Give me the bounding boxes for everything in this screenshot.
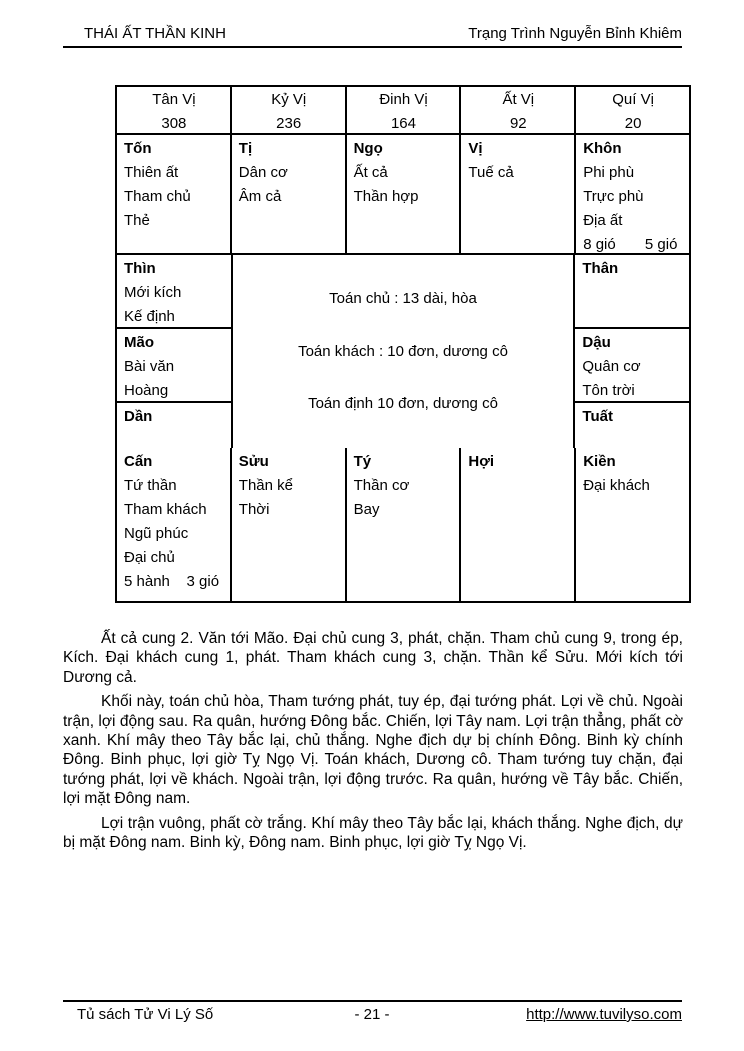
footer-url-link[interactable]: http://www.tuvilyso.com [526, 1006, 682, 1023]
cell-line: Ngũ phúc [124, 525, 189, 542]
cell-can [117, 448, 232, 601]
cell-line: Thiên ất [124, 164, 179, 181]
cell-title: Mão [124, 334, 154, 351]
cell-label: Quí Vị [612, 91, 654, 108]
cell-mao [117, 329, 231, 403]
cell-line: Phi phù [583, 164, 635, 181]
cell-tan-vi [117, 87, 232, 133]
cell-line: Thần cơ [353, 477, 410, 494]
cell-line: Âm cả [238, 188, 282, 205]
middle-right-column [575, 255, 689, 448]
cell-line: Hoàng [124, 382, 169, 399]
cell-line: Bay [353, 501, 380, 518]
table-row-upper [117, 135, 689, 255]
cell-label: Ất Vị [502, 91, 535, 108]
cell-suu [232, 448, 347, 601]
cell-hoi [461, 448, 576, 601]
cell-ti [232, 135, 347, 253]
cell-at-vi [461, 87, 576, 133]
cell-title: Hợi [468, 453, 495, 470]
cell-vi [461, 135, 576, 253]
footer-series-title: Tủ sách Tử Vi Lý Số [77, 1006, 214, 1023]
body-text [63, 629, 683, 857]
cell-line: Quân cơ [582, 358, 641, 375]
cell-qui-vi [576, 87, 689, 133]
center-summary-cell [233, 255, 576, 448]
cell-title: Dậu [582, 334, 611, 351]
cell-line: Đại chủ [124, 549, 175, 566]
cell-title: Kiền [583, 453, 616, 470]
page-number: - 21 - [354, 1006, 390, 1023]
cell-line: Kế định [124, 308, 175, 325]
cell-value: 92 [509, 115, 527, 132]
cell-title: Vị [468, 140, 483, 157]
body-paragraph-1: Ất cả cung 2. Văn tới Mão. Đại chủ cung 3, phát, chặn. Tham chủ cung 9, trong ép, Kích. Đại khách cung 1, phát. Tham khách cung 3, chặn. Thần kể Sửu. Mới kích tới Dương cả. [63, 630, 683, 686]
cell-thin [117, 255, 231, 329]
cell-line: Thẻ [124, 212, 150, 229]
toan-dinh-line: Toán định 10 đơn, dương cô [308, 395, 498, 413]
cell-title: Thìn [124, 260, 156, 277]
cell-line: Tuế cả [468, 164, 514, 181]
cell-title: Cấn [124, 453, 153, 470]
cell-line: Bài văn [124, 358, 175, 375]
table-row-middle [117, 255, 689, 448]
cell-line: Đại khách [583, 477, 650, 494]
cell-label: Tân Vị [152, 91, 196, 108]
cell-title: Sửu [238, 453, 269, 470]
cell-title: Khôn [583, 140, 622, 157]
footer-rule [63, 1000, 682, 1002]
cell-line: Thời [238, 501, 270, 518]
cell-line: Tứ thần [124, 477, 177, 494]
cell-line: Tham khách [124, 501, 207, 518]
table-row-values [117, 87, 689, 135]
cell-than [575, 255, 689, 329]
cell-ngo [347, 135, 462, 253]
cell-line: Ất cả [353, 164, 388, 181]
cell-line: Thần kể [238, 477, 293, 494]
header-rule [63, 46, 682, 48]
cell-khon [576, 135, 689, 253]
cell-line: Dân cơ [238, 164, 288, 181]
cell-tuat [575, 403, 689, 448]
cell-dau [575, 329, 689, 403]
cell-ton [117, 135, 232, 253]
cell-title: Tị [238, 140, 253, 157]
cell-line: Tôn trời [582, 382, 635, 399]
document-author: Trạng Trình Nguyễn Bỉnh Khiêm [468, 25, 682, 42]
cell-line: Thần hợp [353, 188, 419, 205]
cell-value: 236 [276, 115, 302, 132]
cell-dinh-vi [347, 87, 462, 133]
cell-title: Tý [353, 453, 372, 470]
cell-value: 164 [390, 115, 416, 132]
cell-label: Đinh Vị [379, 91, 428, 108]
cell-title: Ngọ [353, 140, 383, 157]
cell-title: Thân [582, 260, 619, 277]
toan-chu-line: Toán chủ : 13 dài, hòa [329, 289, 477, 307]
body-paragraph-2: Khối này, toán chủ hòa, Tham tướng phát, tuy ép, đại tướng phát. Lợi về chủ. Ngoài trận, lợi động sau. Ra quân, hướng Đông bắc. Chiến, lợi Tây nam. Lợi trận thẳng, phất cờ xanh. Khí mây theo Tây bắc lại, chủ thắng. Nghe địch dự bị chính Đông. Binh kỳ chính Đông. Binh phục, lợi giờ Tỵ Ngọ Vị. Toán khách, Dương cô. Tham tướng tuy chặn, đại tướng phát, lợi về khách. Ngoài trận, lợi động trước. Ra quân, hướng về Tây bắc. Chiến, lợi mặt Đông nam. [63, 693, 683, 808]
cell-line: Tham chủ [124, 188, 191, 205]
toan-khach-line: Toán khách : 10 đơn, dương cô [298, 342, 508, 360]
cell-ty [347, 448, 462, 601]
cell-line: Mới kích [124, 284, 182, 301]
cell-title: Dần [124, 408, 153, 425]
cell-title: Tuất [582, 408, 613, 425]
body-paragraph-3: Lợi trận vuông, phất cờ trắng. Khí mây theo Tây bắc lại, khách thắng. Nghe địch, dự bị mặt Đông nam. Binh kỳ, Đông nam. Binh phục, lợi giờ Tỵ Ngọ Vị. [63, 814, 683, 852]
cell-line: 8 gió 5 gió [583, 236, 678, 253]
cell-line: Địa ất [583, 212, 623, 229]
cell-line: Trực phù [583, 188, 644, 205]
cell-value: 308 [161, 115, 187, 132]
cell-value: 20 [624, 115, 642, 132]
cell-line: 5 hành 3 gió [124, 573, 220, 590]
cell-ky-vi [232, 87, 347, 133]
cell-kien [576, 448, 689, 601]
middle-left-column [117, 255, 233, 448]
cell-title: Tốn [124, 140, 152, 157]
document-title: THÁI ẤT THẦN KINH [84, 25, 226, 42]
cell-label: Kỷ Vị [271, 91, 307, 108]
thai-at-chart-table [115, 85, 691, 603]
table-row-bottom [117, 448, 689, 601]
cell-dan [117, 403, 231, 448]
